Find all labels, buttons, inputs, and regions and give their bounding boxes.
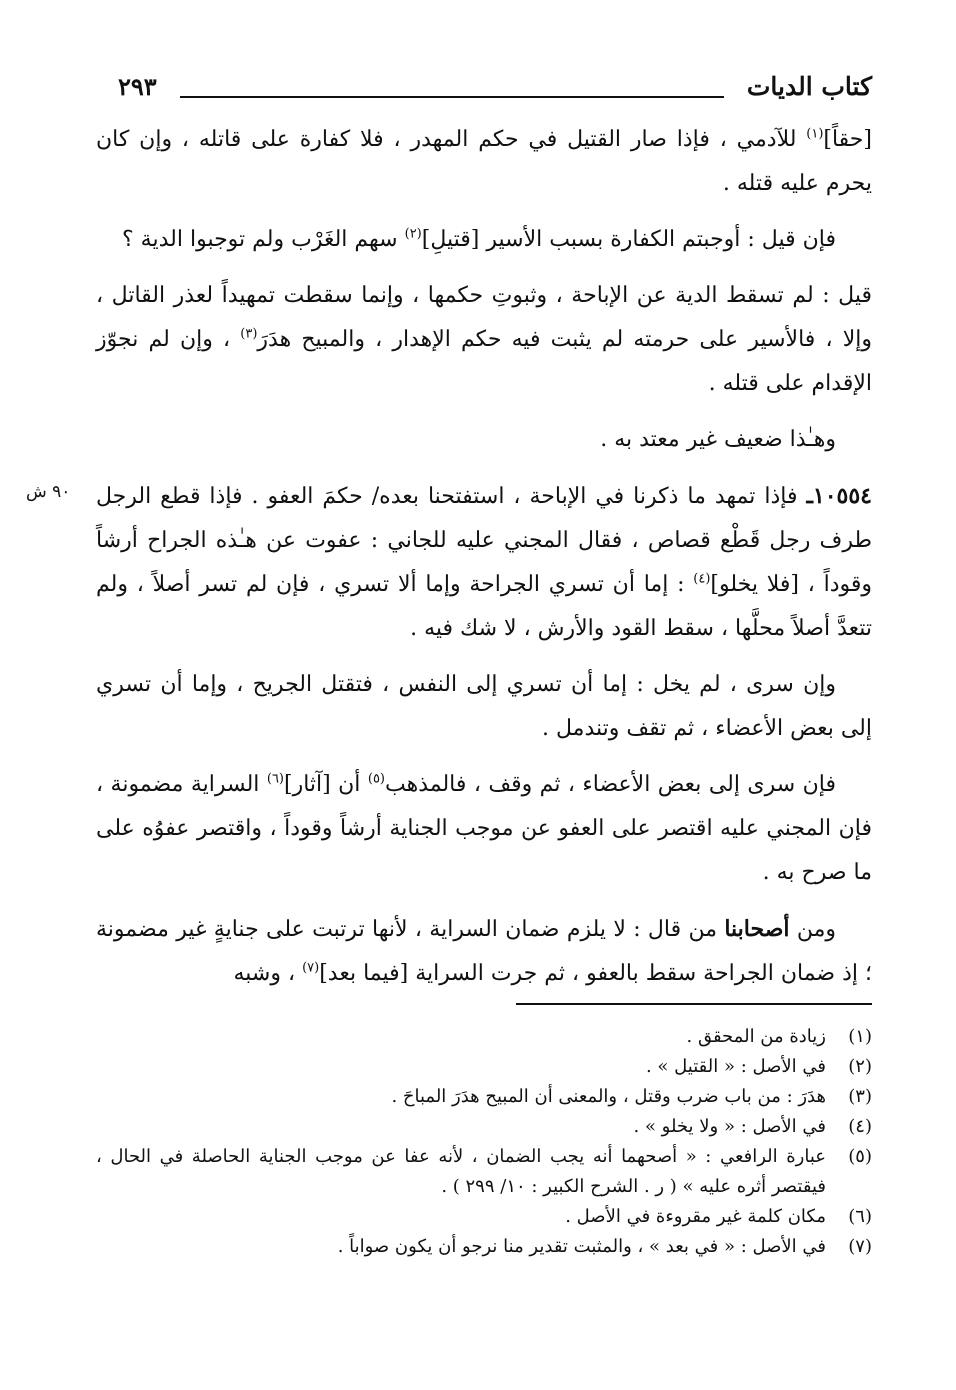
footnote-ref-3[interactable]: (٣) [240, 326, 258, 342]
text-run: قيل : لم تسقط الدية عن الإباحة ، وثبوتِ حكمها ، وإنما سقطت تمهيداً لعذر القاتل ، وإلا ، فالأسير على حرمته لم يثبت فيه حكم الإهدار ، والمبيح هدَرَ [96, 283, 872, 352]
text-run: من قال : لا يلزم ضمان السراية ، لأنها ترتبت على جنايةٍ غير مضمونة ؛ إذ ضمان الجراحة سقط بالعفو ، ثم جرت السراية [فيما بعد] [96, 917, 872, 986]
text-run: : إما أن تسري الجراحة وإما ألا تسري ، فإن لم تسر أصلاً ، ولم تتعدَّ أصلاً محلَّها ، سقط القود والأرش ، لا شك فيه . [96, 572, 872, 641]
footnote-ref-6[interactable]: (٦) [266, 771, 284, 787]
footnote-text: هدَرَ : من باب ضرب وقتل ، والمعنى أن المبيح هدَرَ المباحَ . [391, 1086, 826, 1107]
footnote-number: (١) [848, 1026, 872, 1047]
footnote-item [96, 1142, 872, 1202]
footnote-text: في الأصل : « القتيل » . [645, 1056, 826, 1077]
paragraph-6: وإن سرى ، لم يخل : إما أن تسري إلى النفس ، فتقتل الجريح ، وإما أن تسري إلى بعض الأعضاء ، ثم تقف وتندمل . [96, 672, 872, 741]
text-run: ومن [789, 917, 836, 942]
footnote-text: زيادة من المحقق . [686, 1026, 826, 1047]
footnote-text: عبارة الرافعي : « أصحهما أنه يجب الضمان ، لأنه عفا عن موجب الجناية الحاصلة في الحال ، فيقتصر أثره عليه » ( ر . الشرح الكبير : ١٠/ ٢٩٩ ) . [96, 1146, 826, 1197]
paragraph-4: وهـٰذا ضعيف غير معتد به . [600, 427, 836, 452]
paragraph-8 [96, 907, 872, 996]
page-number: ٢٩٣ [118, 72, 157, 101]
footnote-ref-4[interactable]: (٤) [693, 571, 711, 587]
footnote-item [96, 1052, 872, 1082]
footnote-item [96, 1082, 872, 1112]
main-text [96, 118, 872, 1008]
chapter-title: كتاب الديات [746, 72, 872, 101]
bold-term: أصحابنا [724, 916, 790, 942]
footnote-number: (٦) [848, 1206, 872, 1227]
running-header [118, 68, 872, 108]
manuscript-folio-note: ٩٠ ش [26, 482, 71, 502]
text-run: أن [آثار] [284, 772, 368, 797]
text-run: السراية مضمونة ، فإن المجني عليه اقتصر على العفو عن موجب الجناية أرشاً وقوداً ، واقتصر عفوُه على ما صرح به . [96, 772, 872, 885]
footnote-ref-5[interactable]: (٥) [367, 771, 385, 787]
text-run: فإذا تمهد ما ذكرنا في الإباحة ، استفتحنا بعده/ حكمَ العفو . فإذا قطع الرجل طرف رجل قَطْع قصاص ، فقال المجني عليه للجاني : عفوت عن هـٰذه الجراح أرشاً وقوداً ، [فلا يخلو] [96, 484, 873, 597]
footnote-item [96, 1232, 872, 1262]
paragraph-3 [96, 274, 872, 406]
footnote-number: (٢) [848, 1056, 872, 1077]
paragraph-5 [96, 474, 872, 651]
footnote-text: في الأصل : « في بعد » ، والمثبت تقدير منا نرجو أن يكون صواباً . [337, 1236, 826, 1257]
footnote-number: (٥) [848, 1146, 872, 1167]
footnote-item [96, 1112, 872, 1142]
text-run: فإن قيل : أوجبتم الكفارة بسبب الأسير [قتيلِ] [421, 227, 836, 252]
issue-number: ١٠٥٥٤ـ [806, 483, 872, 509]
footnote-ref-1[interactable]: (١) [806, 126, 824, 142]
text-run: ، وإن لم نجوّز الإقدام على قتله . [96, 327, 872, 396]
footnotes [96, 1022, 872, 1262]
footnote-item [96, 1202, 872, 1232]
paragraph-1 [96, 118, 872, 206]
text-run: فإن سرى إلى بعض الأعضاء ، ثم وقف ، فالمذهب [385, 772, 837, 797]
footnote-text: مكان كلمة غير مقروءة في الأصل . [565, 1206, 826, 1227]
footnote-item [96, 1022, 872, 1052]
footnote-number: (٣) [848, 1086, 872, 1107]
footnote-separator [516, 1003, 872, 1005]
footnote-ref-2[interactable]: (٢) [404, 226, 422, 242]
text-run: ، وشبه [233, 961, 303, 986]
text-run: [حقاً] [823, 127, 872, 152]
footnote-text: في الأصل : « ولا يخلو » . [633, 1116, 826, 1137]
text-run: سهم الغَرْب ولم توجبوا الدية ؟ [122, 227, 405, 252]
header-rule [180, 96, 724, 98]
paragraph-2 [96, 218, 872, 262]
paragraph-7 [96, 763, 872, 895]
text-run: للآدمي ، فإذا صار القتيل في حكم المهدر ، فلا كفارة على قاتله ، وإن كان يحرم عليه قتله . [96, 127, 872, 196]
footnote-number: (٧) [848, 1236, 872, 1257]
footnote-number: (٤) [848, 1116, 872, 1137]
footnote-ref-7[interactable]: (٧) [302, 960, 320, 976]
